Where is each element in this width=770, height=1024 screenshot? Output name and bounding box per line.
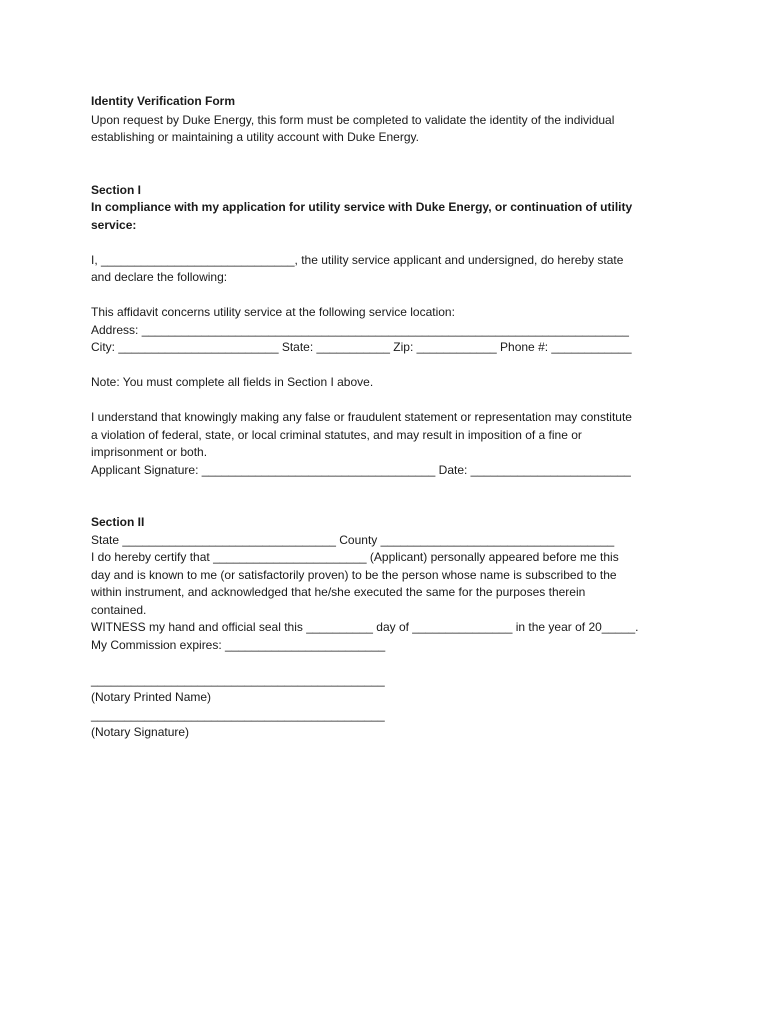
certify-text-line-1[interactable]: I do hereby certify that _______________________ (Applicant) personally appeared before me this	[91, 550, 619, 564]
applicant-signature-date-fields[interactable]: Applicant Signature: ___________________________________ Date: ________________________	[91, 462, 631, 477]
warning-text-line-1: I understand that knowingly making any false or fraudulent statement or representation may constitute	[91, 410, 632, 424]
applicant-declaration-line-1[interactable]: I, _____________________________, the utility service applicant and undersigned, do hereby state	[91, 252, 624, 267]
spacer	[91, 357, 691, 375]
spacer	[91, 392, 691, 410]
certify-text-line-4: contained.	[91, 602, 147, 617]
spacer	[91, 234, 691, 252]
compliance-text-line-2: service:	[91, 217, 137, 232]
spacer	[91, 479, 691, 514]
spacer	[91, 147, 691, 182]
certify-text-line-3: within instrument, and acknowledged that he/she executed the same for the purposes therein	[91, 585, 586, 599]
note-text: Note: You must complete all fields in Section I above.	[91, 375, 374, 389]
address-field[interactable]: Address: _________________________________________________________________________	[91, 322, 629, 337]
commission-expires-field[interactable]: My Commission expires: ________________________	[91, 637, 386, 652]
spacer	[91, 287, 691, 305]
section-2-heading: Section II	[91, 515, 145, 529]
certify-text-line-2: day and is known to me (or satisfactorily proven) to be the person whose name is subscribed to the	[91, 567, 617, 582]
affidavit-text: This affidavit concerns utility service at the following service location:	[91, 305, 455, 319]
warning-text-line-3: imprisonment or both.	[91, 445, 208, 459]
notary-printed-name-label: (Notary Printed Name)	[91, 690, 212, 704]
form-title: Identity Verification Form	[91, 94, 236, 108]
compliance-text-line-1: In compliance with my application for utility service with Duke Energy, or continuation of utility	[91, 200, 633, 214]
notary-printed-name-field[interactable]: ____________________________________________	[91, 672, 385, 687]
state-county-fields[interactable]: State ________________________________ County ___________________________________	[91, 532, 615, 547]
applicant-declaration-line-2: and declare the following:	[91, 270, 228, 284]
intro-text-line-1: Upon request by Duke Energy, this form must be completed to validate the identity of the individual	[91, 112, 615, 127]
spacer	[91, 654, 691, 672]
intro-text-line-2: establishing or maintaining a utility account with Duke Energy.	[91, 130, 419, 144]
warning-text-line-2: a violation of federal, state, or local criminal statutes, and may result in imposition of a fine or	[91, 427, 582, 442]
notary-signature-field[interactable]: ____________________________________________	[91, 707, 385, 722]
section-1-heading: Section I	[91, 182, 142, 197]
witness-fields[interactable]: WITNESS my hand and official seal this __________ day of _______________ in the year of 20_____.	[91, 620, 639, 634]
form-page	[91, 93, 691, 742]
city-state-zip-phone-fields[interactable]: City: ________________________ State: ___________ Zip: ____________ Phone #: ____________	[91, 340, 632, 354]
notary-signature-label: (Notary Signature)	[91, 725, 190, 739]
